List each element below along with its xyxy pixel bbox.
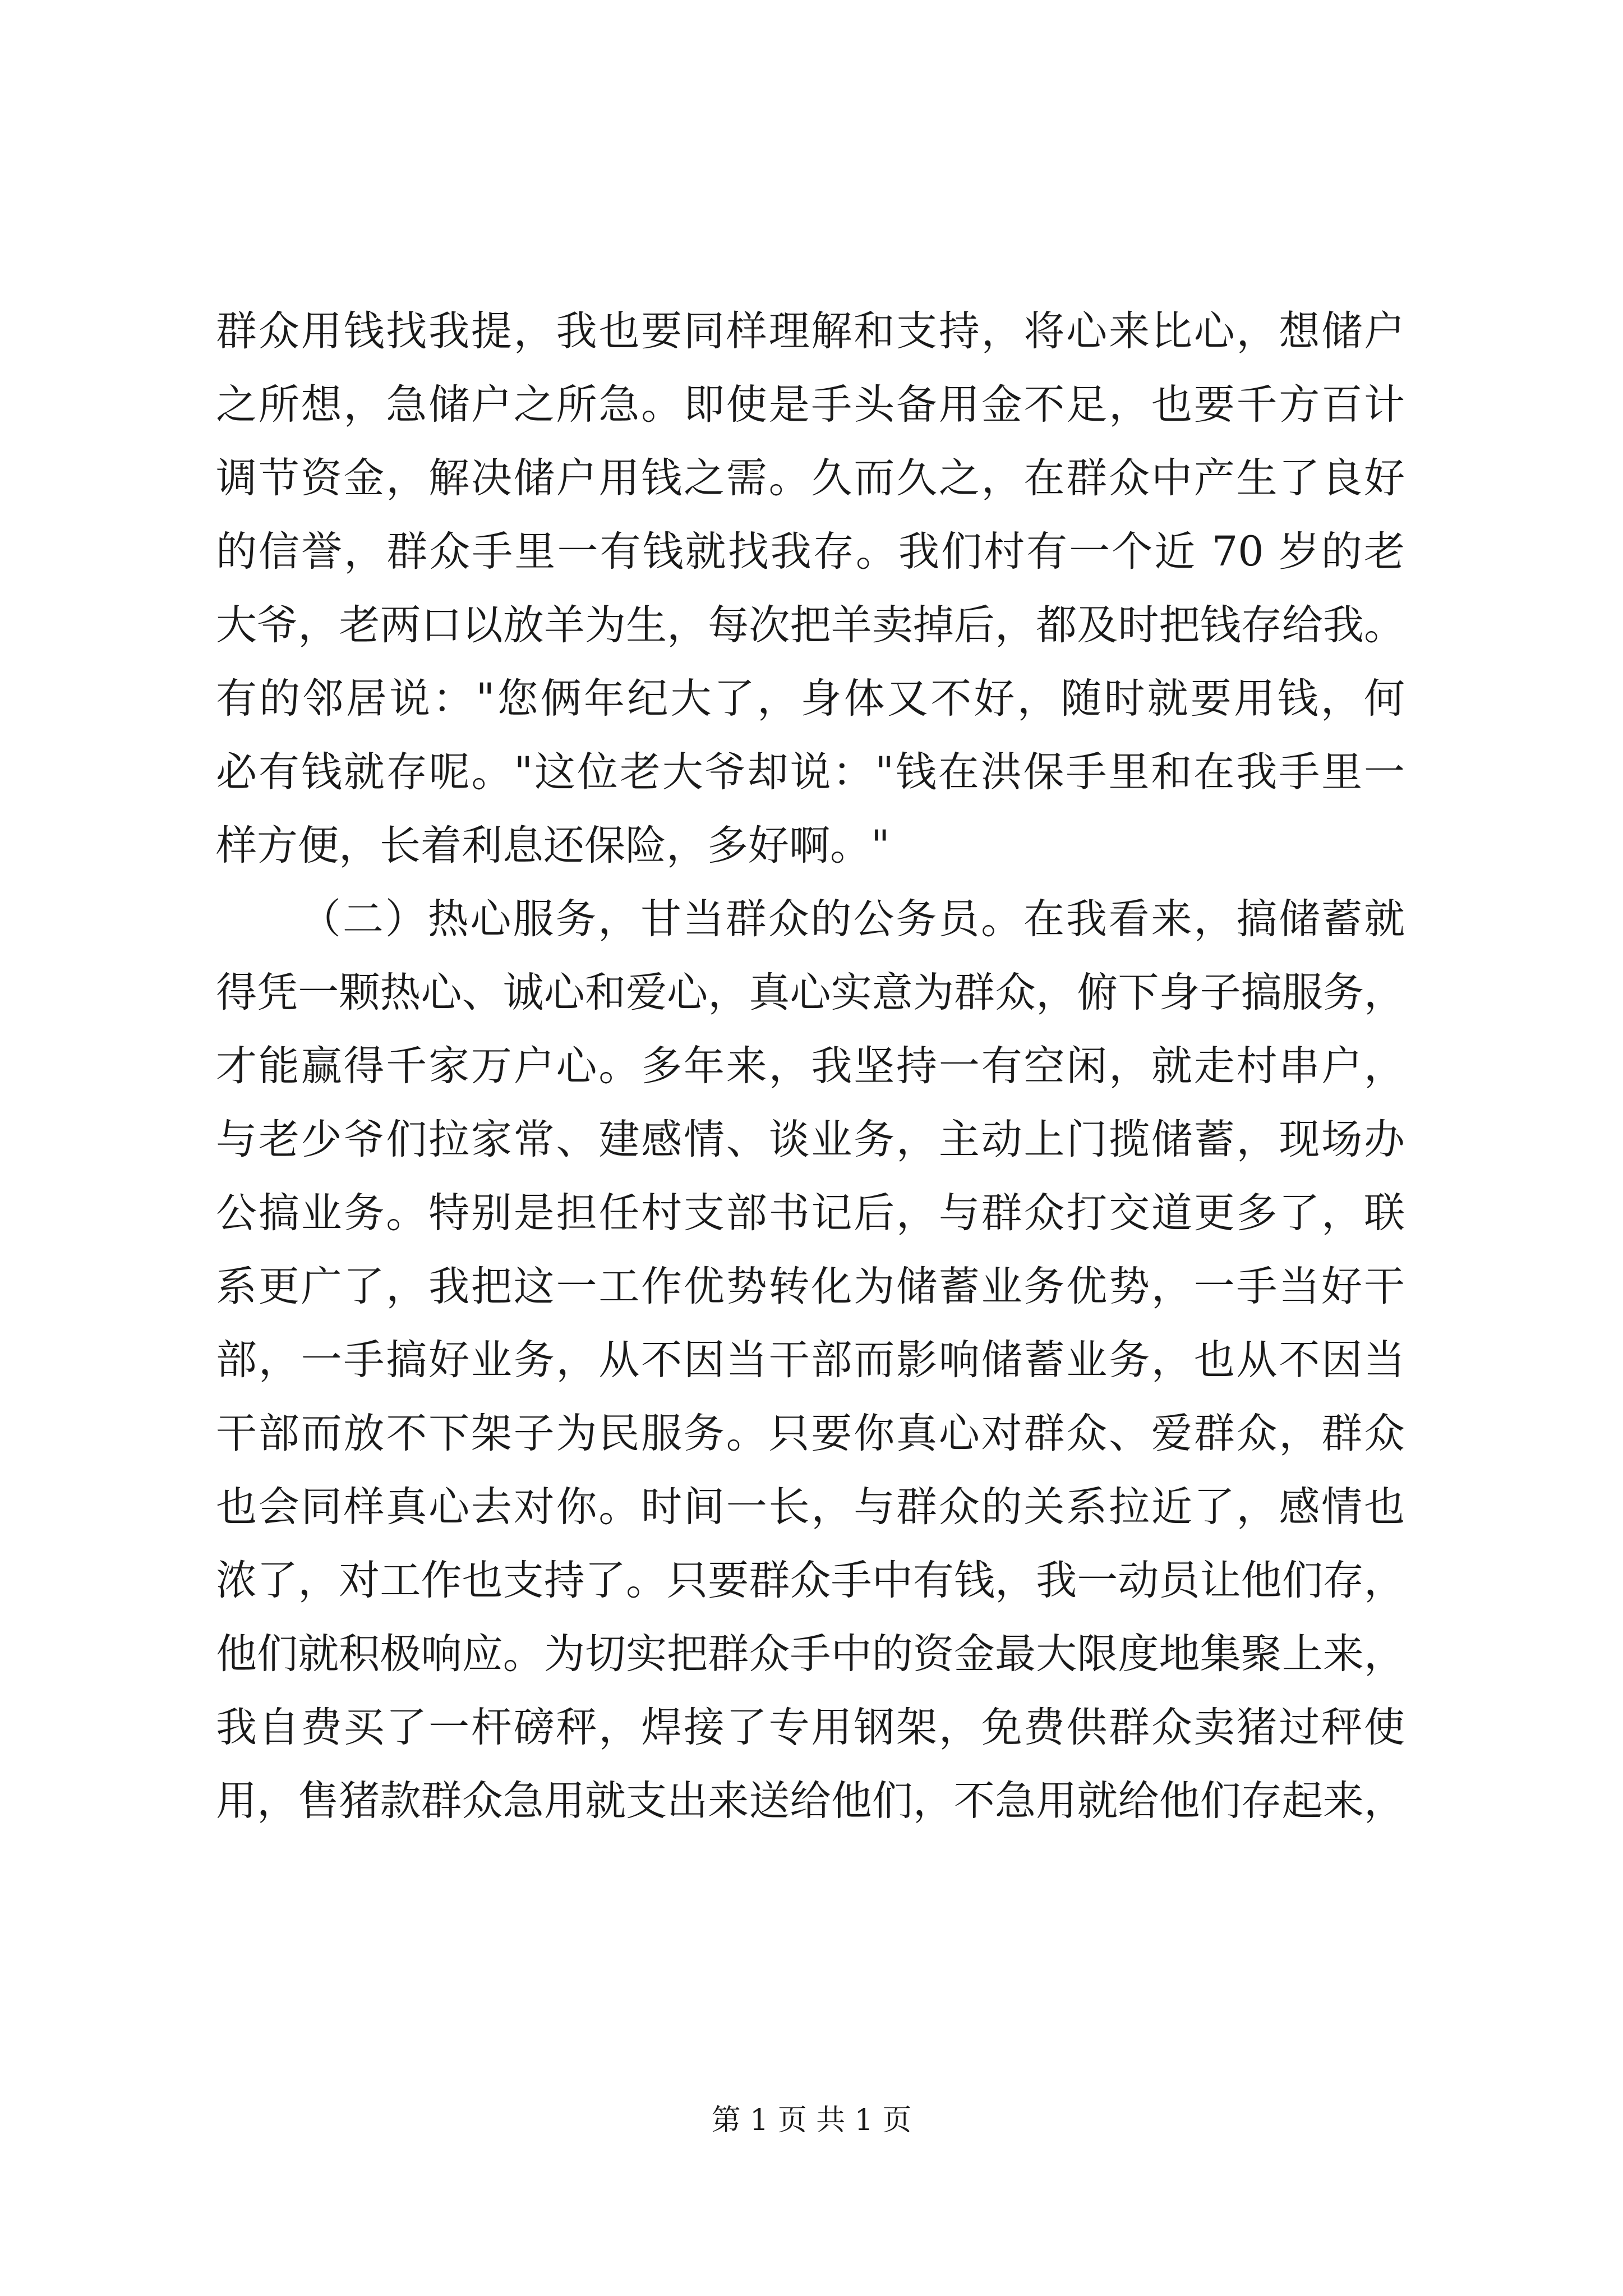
text-line: 他们就积极响应。为切实把群众手中的资金最大限度地集聚上来， <box>216 1630 1405 1678</box>
paragraph-2 <box>216 882 1405 1838</box>
text-line: 也会同样真心去对你。时间一长，与群众的关系拉近了，感情也 <box>216 1483 1405 1531</box>
text-line: 系更广了，我把这一工作优势转化为储蓄业务优势，一手当好干 <box>216 1263 1405 1310</box>
text-line: 才能赢得千家万户心。多年来，我坚持一有空闲，就走村串户， <box>216 1042 1405 1090</box>
text-line: 用，售猪款群众急用就支出来送给他们，不急用就给他们存起来， <box>216 1777 1405 1825</box>
text-line: 浓了，对工作也支持了。只要群众手中有钱，我一动员让他们存， <box>216 1557 1405 1604</box>
text-line: 部，一手搞好业务，从不因当干部而影响储蓄业务，也从不因当 <box>216 1336 1405 1384</box>
text-line: 公搞业务。特别是担任村支部书记后，与群众打交道更多了，联 <box>216 1189 1405 1237</box>
text-line: 与老少爷们拉家常、建感情、谈业务，主动上门揽储蓄，现场办 <box>216 1116 1405 1163</box>
text-line: 我自费买了一杆磅秤，焊接了专用钢架，免费供群众卖猪过秤使 <box>216 1704 1405 1751</box>
text-line: 干部而放不下架子为民服务。只要你真心对群众、爱群众，群众 <box>216 1410 1405 1457</box>
paragraph-heading-line: （二）热心服务，甘当群众的公务员。在我看来，搞储蓄就 <box>300 895 1405 943</box>
text-line: 大爷，老两口以放羊为生，每次把羊卖掉后，都及时把钱存给我。 <box>216 601 1405 649</box>
text-line: 必有钱就存呢。"这位老大爷却说："钱在洪保手里和在我手里一 <box>216 748 1405 796</box>
text-line: 得凭一颗热心、诚心和爱心，真心实意为群众，俯下身子搞服务， <box>216 969 1405 1016</box>
page-footer: 第 1 页 共 1 页 <box>711 2104 912 2137</box>
text-line: 的信誉，群众手里一有钱就找我存。我们村有一个近 70 岁的老 <box>216 528 1405 576</box>
text-line: 之所想，急储户之所急。即使是手头备用金不足，也要千方百计 <box>216 381 1405 429</box>
text-line: 调节资金，解决储户用钱之需。久而久之，在群众中产生了良好 <box>216 454 1405 502</box>
paragraph-1 <box>216 295 1405 882</box>
text-line: 样方便，长着利息还保险，多好啊。" <box>216 822 890 869</box>
text-line: 有的邻居说："您俩年纪大了，身体又不好，随时就要用钱，何 <box>216 675 1405 723</box>
document-body <box>216 295 1405 1838</box>
text-line: 群众用钱找我提，我也要同样理解和支持，将心来比心，想储户 <box>216 307 1405 355</box>
